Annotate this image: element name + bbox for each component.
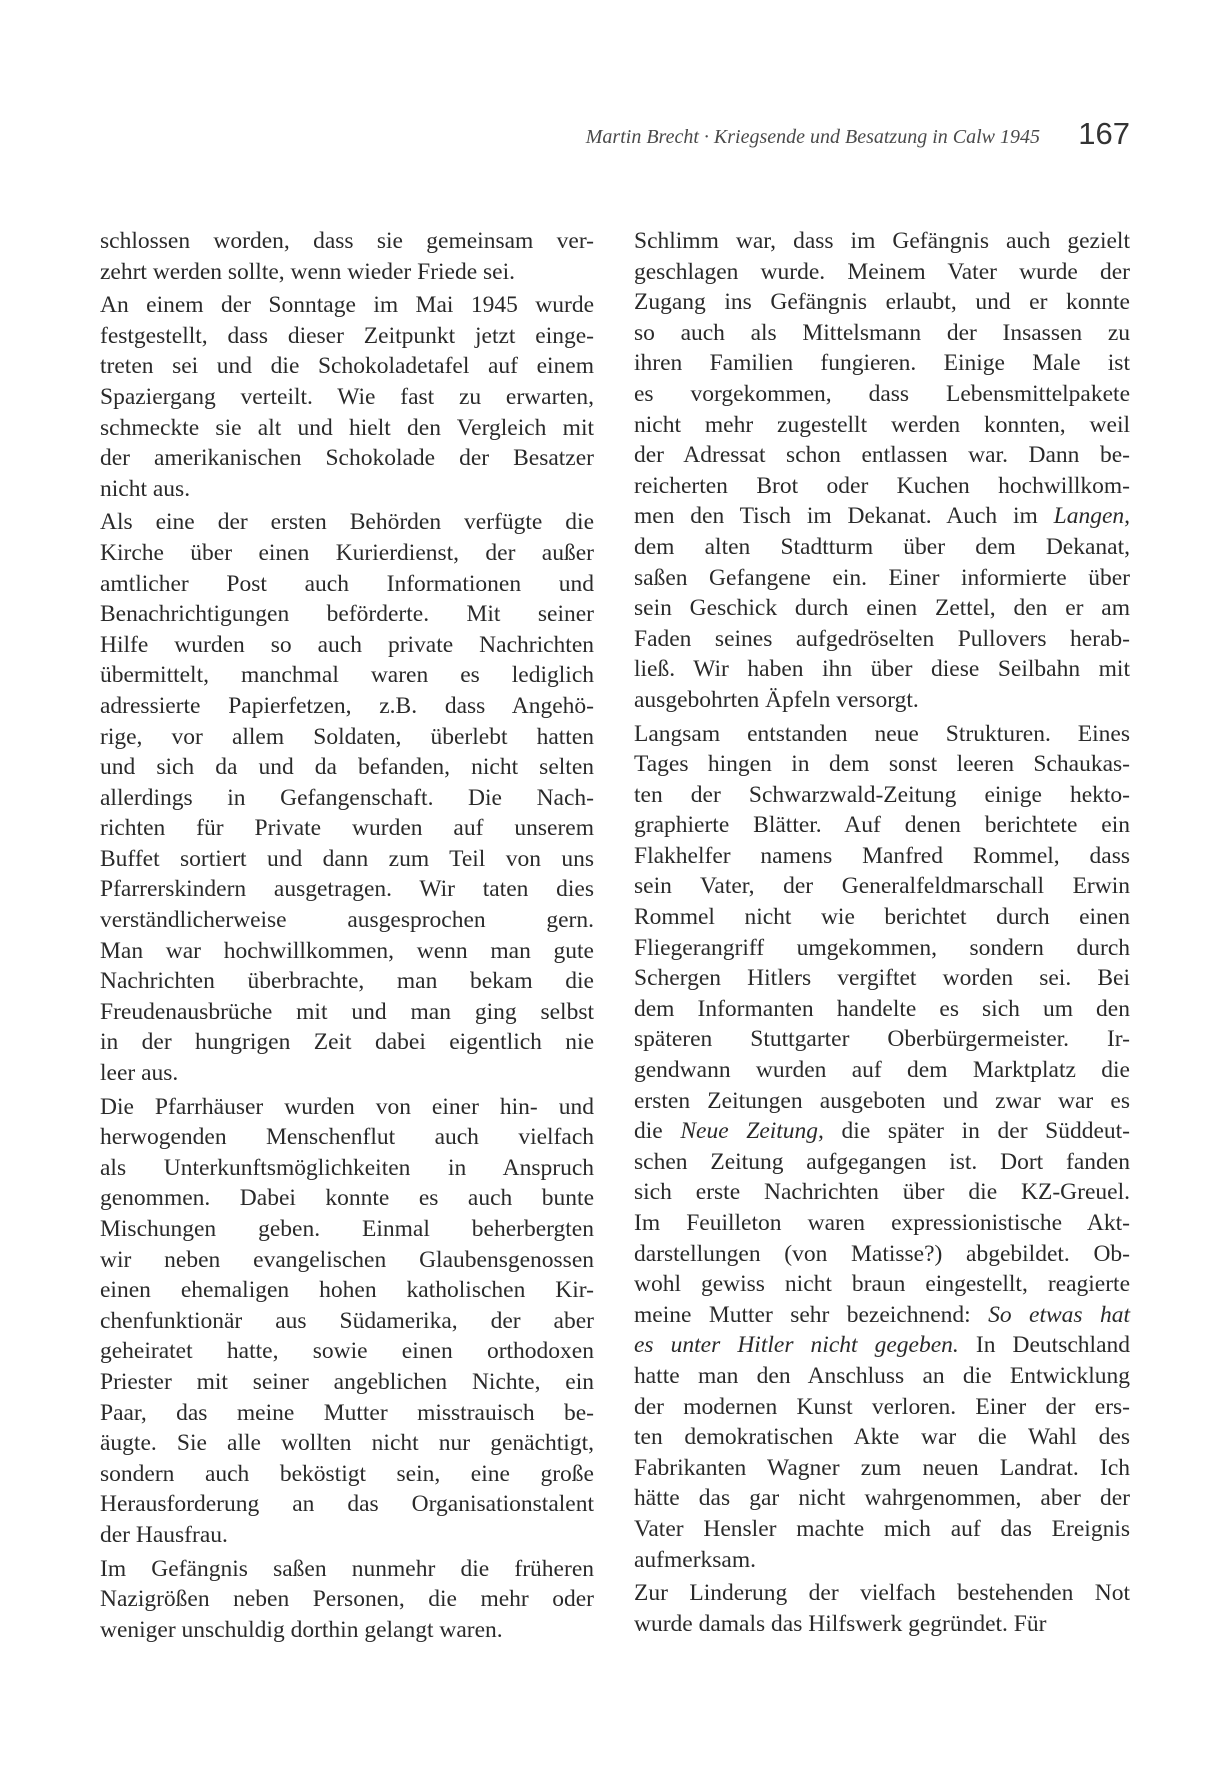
text-line: sein Vater, der Generalfeldmarschall Erwin	[634, 873, 1130, 900]
text-line: Die Pfarrhäuser wurden von einer hin- und	[100, 1093, 594, 1120]
text-line: hätte das gar nicht wahrgenommen, aber der	[634, 1485, 1130, 1512]
text-line: chenfunktionär aus Südamerika, der aber	[100, 1307, 594, 1334]
text-line: ausgebohrten Äpfeln versorgt.	[634, 686, 919, 713]
text-line: und sich da und da befanden, nicht selten	[100, 754, 594, 781]
text-line: Paar, das meine Mutter misstrauisch be-	[100, 1399, 594, 1426]
text-fragment: In Deutschland	[958, 1332, 1130, 1359]
text-line: men den Tisch im Dekanat. Auch im Langen,	[634, 503, 1130, 530]
text-line: wohl gewiss nicht braun eingestellt, reagierte	[634, 1271, 1130, 1298]
paragraph	[100, 1554, 594, 1646]
text-line: übermittelt, manchmal waren es lediglich	[100, 662, 594, 689]
page-header	[470, 116, 1130, 156]
text-line: der Adressat schon entlassen war. Dann be-	[634, 442, 1130, 469]
text-line: Hilfe wurden so auch private Nachrichten	[100, 631, 594, 658]
text-line: hatte man den Anschluss an die Entwicklung	[634, 1362, 1130, 1389]
text-line: leer aus.	[100, 1060, 179, 1087]
text-line: ten demokratischen Akte war die Wahl des	[634, 1424, 1130, 1451]
text-line: äugte. Sie alle wollten nicht nur genächtigt,	[100, 1430, 594, 1457]
text-line: ten der Schwarzwald-Zeitung einige hekto-	[634, 781, 1130, 808]
text-line: ihren Familien fungieren. Einige Male ist	[634, 350, 1130, 377]
text-line: Faden seines aufgedröselten Pullovers herab-	[634, 625, 1130, 652]
text-line: Nachrichten überbrachte, man bekam die	[100, 968, 594, 995]
text-line: Freudenausbrüche mit und man ging selbst	[100, 998, 594, 1025]
text-line: Langsam entstanden neue Strukturen. Eines	[634, 720, 1130, 747]
text-line: Rommel nicht wie berichtet durch einen	[634, 904, 1130, 931]
text-line: sondern auch beköstigt sein, eine große	[100, 1460, 594, 1487]
text-line: Zugang ins Gefängnis erlaubt, und er konnte	[634, 289, 1130, 316]
page-number: 167	[1078, 116, 1130, 151]
text-line: darstellungen (von Matisse?) abgebildet. Ob-	[634, 1240, 1130, 1267]
text-line: weniger unschuldig dorthin gelangt waren.	[100, 1616, 503, 1643]
text-line: Zur Linderung der vielfach bestehenden Not	[634, 1580, 1130, 1607]
text-fragment: die später in der Süddeut-	[823, 1118, 1131, 1145]
paragraph	[634, 719, 1130, 1576]
text-line: so auch als Mittelsmann der Insassen zu	[634, 319, 1130, 346]
text-line: sein Geschick durch einen Zettel, den er am	[634, 595, 1130, 622]
text-line: ersten Zeitungen ausgeboten und zwar war es	[634, 1087, 1130, 1114]
text-line: Tages hingen in dem sonst leeren Schaukas-	[634, 751, 1130, 778]
text-line: Benachrichtigungen beförderte. Mit seiner	[100, 601, 594, 628]
text-line: Priester mit seiner angeblichen Nichte, ein	[100, 1368, 594, 1395]
text-line: treten sei und die Schokoladetafel auf einem	[100, 353, 594, 380]
text-line: Buffet sortiert und dann zum Teil von uns	[100, 845, 594, 872]
text-line: dem alten Stadtturm über dem Dekanat,	[634, 533, 1130, 560]
text-line: rige, vor allem Soldaten, überlebt hatten	[100, 723, 594, 750]
text-line: schlossen worden, dass sie gemeinsam ver-	[100, 228, 594, 254]
text-line: dem Informanten handelte es sich um den	[634, 995, 1130, 1022]
text-line: An einem der Sonntage im Mai 1945 wurde	[100, 292, 594, 319]
text-line: herwogenden Menschenflut auch vielfach	[100, 1124, 594, 1151]
text-line: amtlicher Post auch Informationen und	[100, 570, 594, 597]
text-line: Als eine der ersten Behörden verfügte die	[100, 509, 594, 536]
left-column	[100, 226, 594, 1645]
text-line: Nazigrößen neben Personen, die mehr oder	[100, 1586, 594, 1613]
paragraph	[634, 1578, 1130, 1639]
paragraph	[634, 226, 1130, 716]
text-line: saßen Gefangene ein. Einer informierte über	[634, 564, 1130, 591]
text-line: Schergen Hitlers vergiftet worden sei. Bei	[634, 965, 1130, 992]
text-line: reicherten Brot oder Kuchen hochwillkom-	[634, 472, 1130, 499]
text-line: Kirche über einen Kurierdienst, der außer	[100, 539, 594, 566]
italic-text: Langen,	[1053, 503, 1130, 530]
text-line: allerdings in Gefangenschaft. Die Nach-	[100, 784, 594, 811]
text-line: aufmerksam.	[634, 1546, 757, 1573]
text-line: in der hungrigen Zeit dabei eigentlich nie	[100, 1029, 594, 1056]
text-line: der Hausfrau.	[100, 1521, 228, 1548]
text-line: Im Feuilleton waren expressionistische Akt-	[634, 1210, 1130, 1236]
paragraph	[100, 507, 594, 1088]
text-line: Im Gefängnis saßen nunmehr die früheren	[100, 1555, 594, 1582]
text-line: schen Zeitung aufgegangen ist. Dort fanden	[634, 1148, 1130, 1175]
text-line: wurde damals das Hilfswerk gegründet. Für	[634, 1610, 1047, 1637]
italic-text: So etwas hat	[988, 1301, 1130, 1328]
text-line: einen ehemaligen hohen katholischen Kir-	[100, 1277, 594, 1304]
text-line: graphierte Blätter. Auf denen berichtete ein	[634, 812, 1130, 839]
text-line: meine Mutter sehr bezeichnend: So etwas hat	[634, 1301, 1130, 1328]
text-line: der amerikanischen Schokolade der Besatzer	[100, 445, 594, 472]
text-line: Spaziergang verteilt. Wie fast zu erwarten,	[100, 383, 594, 410]
italic-text: Neue Zeitung,	[680, 1118, 824, 1145]
text-line: festgestellt, dass dieser Zeitpunkt jetzt einge-	[100, 322, 594, 349]
text-line: schmeckte sie alt und hielt den Vergleich mit	[100, 414, 594, 441]
text-line: geschlagen wurde. Meinem Vater wurde der	[634, 258, 1130, 285]
text-line: richten für Private wurden auf unserem	[100, 815, 594, 842]
text-line: Schlimm war, dass im Gefängnis auch gezielt	[634, 228, 1130, 254]
text-line: Fabrikanten Wagner zum neuen Landrat. Ich	[634, 1454, 1130, 1481]
text-line: Vater Hensler machte mich auf das Ereignis	[634, 1515, 1130, 1542]
running-head: Martin Brecht · Kriegsende und Besatzung in Calw 1945	[585, 126, 1040, 148]
text-line: zehrt werden sollte, wenn wieder Friede sei.	[100, 258, 516, 285]
text-line: verständlicherweise ausgesprochen gern.	[100, 907, 594, 934]
text-line: als Unterkunftsmöglichkeiten in Anspruch	[100, 1154, 594, 1181]
text-line: adressierte Papierfetzen, z.B. dass Angehö-	[100, 692, 594, 719]
text-line: gendwann wurden auf dem Marktplatz die	[634, 1057, 1130, 1084]
text-line: wir neben evangelischen Glaubensgenossen	[100, 1246, 594, 1273]
text-line: es vorgekommen, dass Lebensmittelpakete	[634, 380, 1130, 407]
text-line: geheiratet hatte, sowie einen orthodoxen	[100, 1338, 594, 1365]
paragraph	[100, 290, 594, 504]
text-line: Pfarrerskindern ausgetragen. Wir taten dies	[100, 876, 594, 903]
text-line: der modernen Kunst verloren. Einer der ers-	[634, 1393, 1130, 1420]
text-line: es unter Hitler nicht gegeben. In Deutschland	[634, 1332, 1130, 1359]
text-line: genommen. Dabei konnte es auch bunte	[100, 1185, 594, 1212]
text-line: Man war hochwillkommen, wenn man gute	[100, 937, 594, 964]
text-line: Herausforderung an das Organisationstalent	[100, 1491, 594, 1518]
text-line: die Neue Zeitung, die später in der Süddeut-	[634, 1118, 1131, 1145]
text-line: nicht aus.	[100, 475, 191, 502]
text-line: ließ. Wir haben ihn über diese Seilbahn mit	[634, 656, 1130, 683]
right-column	[634, 226, 1130, 1639]
text-line: späteren Stuttgarter Oberbürgermeister. Ir-	[634, 1026, 1130, 1053]
text-line: sich erste Nachrichten über die KZ-Greuel.	[634, 1179, 1130, 1206]
paragraph	[100, 226, 594, 287]
text-line: Mischungen geben. Einmal beherbergten	[100, 1216, 594, 1242]
text-line: nicht mehr zugestellt werden konnten, weil	[634, 411, 1130, 438]
text-line: Flakhelfer namens Manfred Rommel, dass	[634, 842, 1130, 869]
paragraph	[100, 1092, 594, 1551]
text-line: Fliegerangriff umgekommen, sondern durch	[634, 934, 1130, 961]
